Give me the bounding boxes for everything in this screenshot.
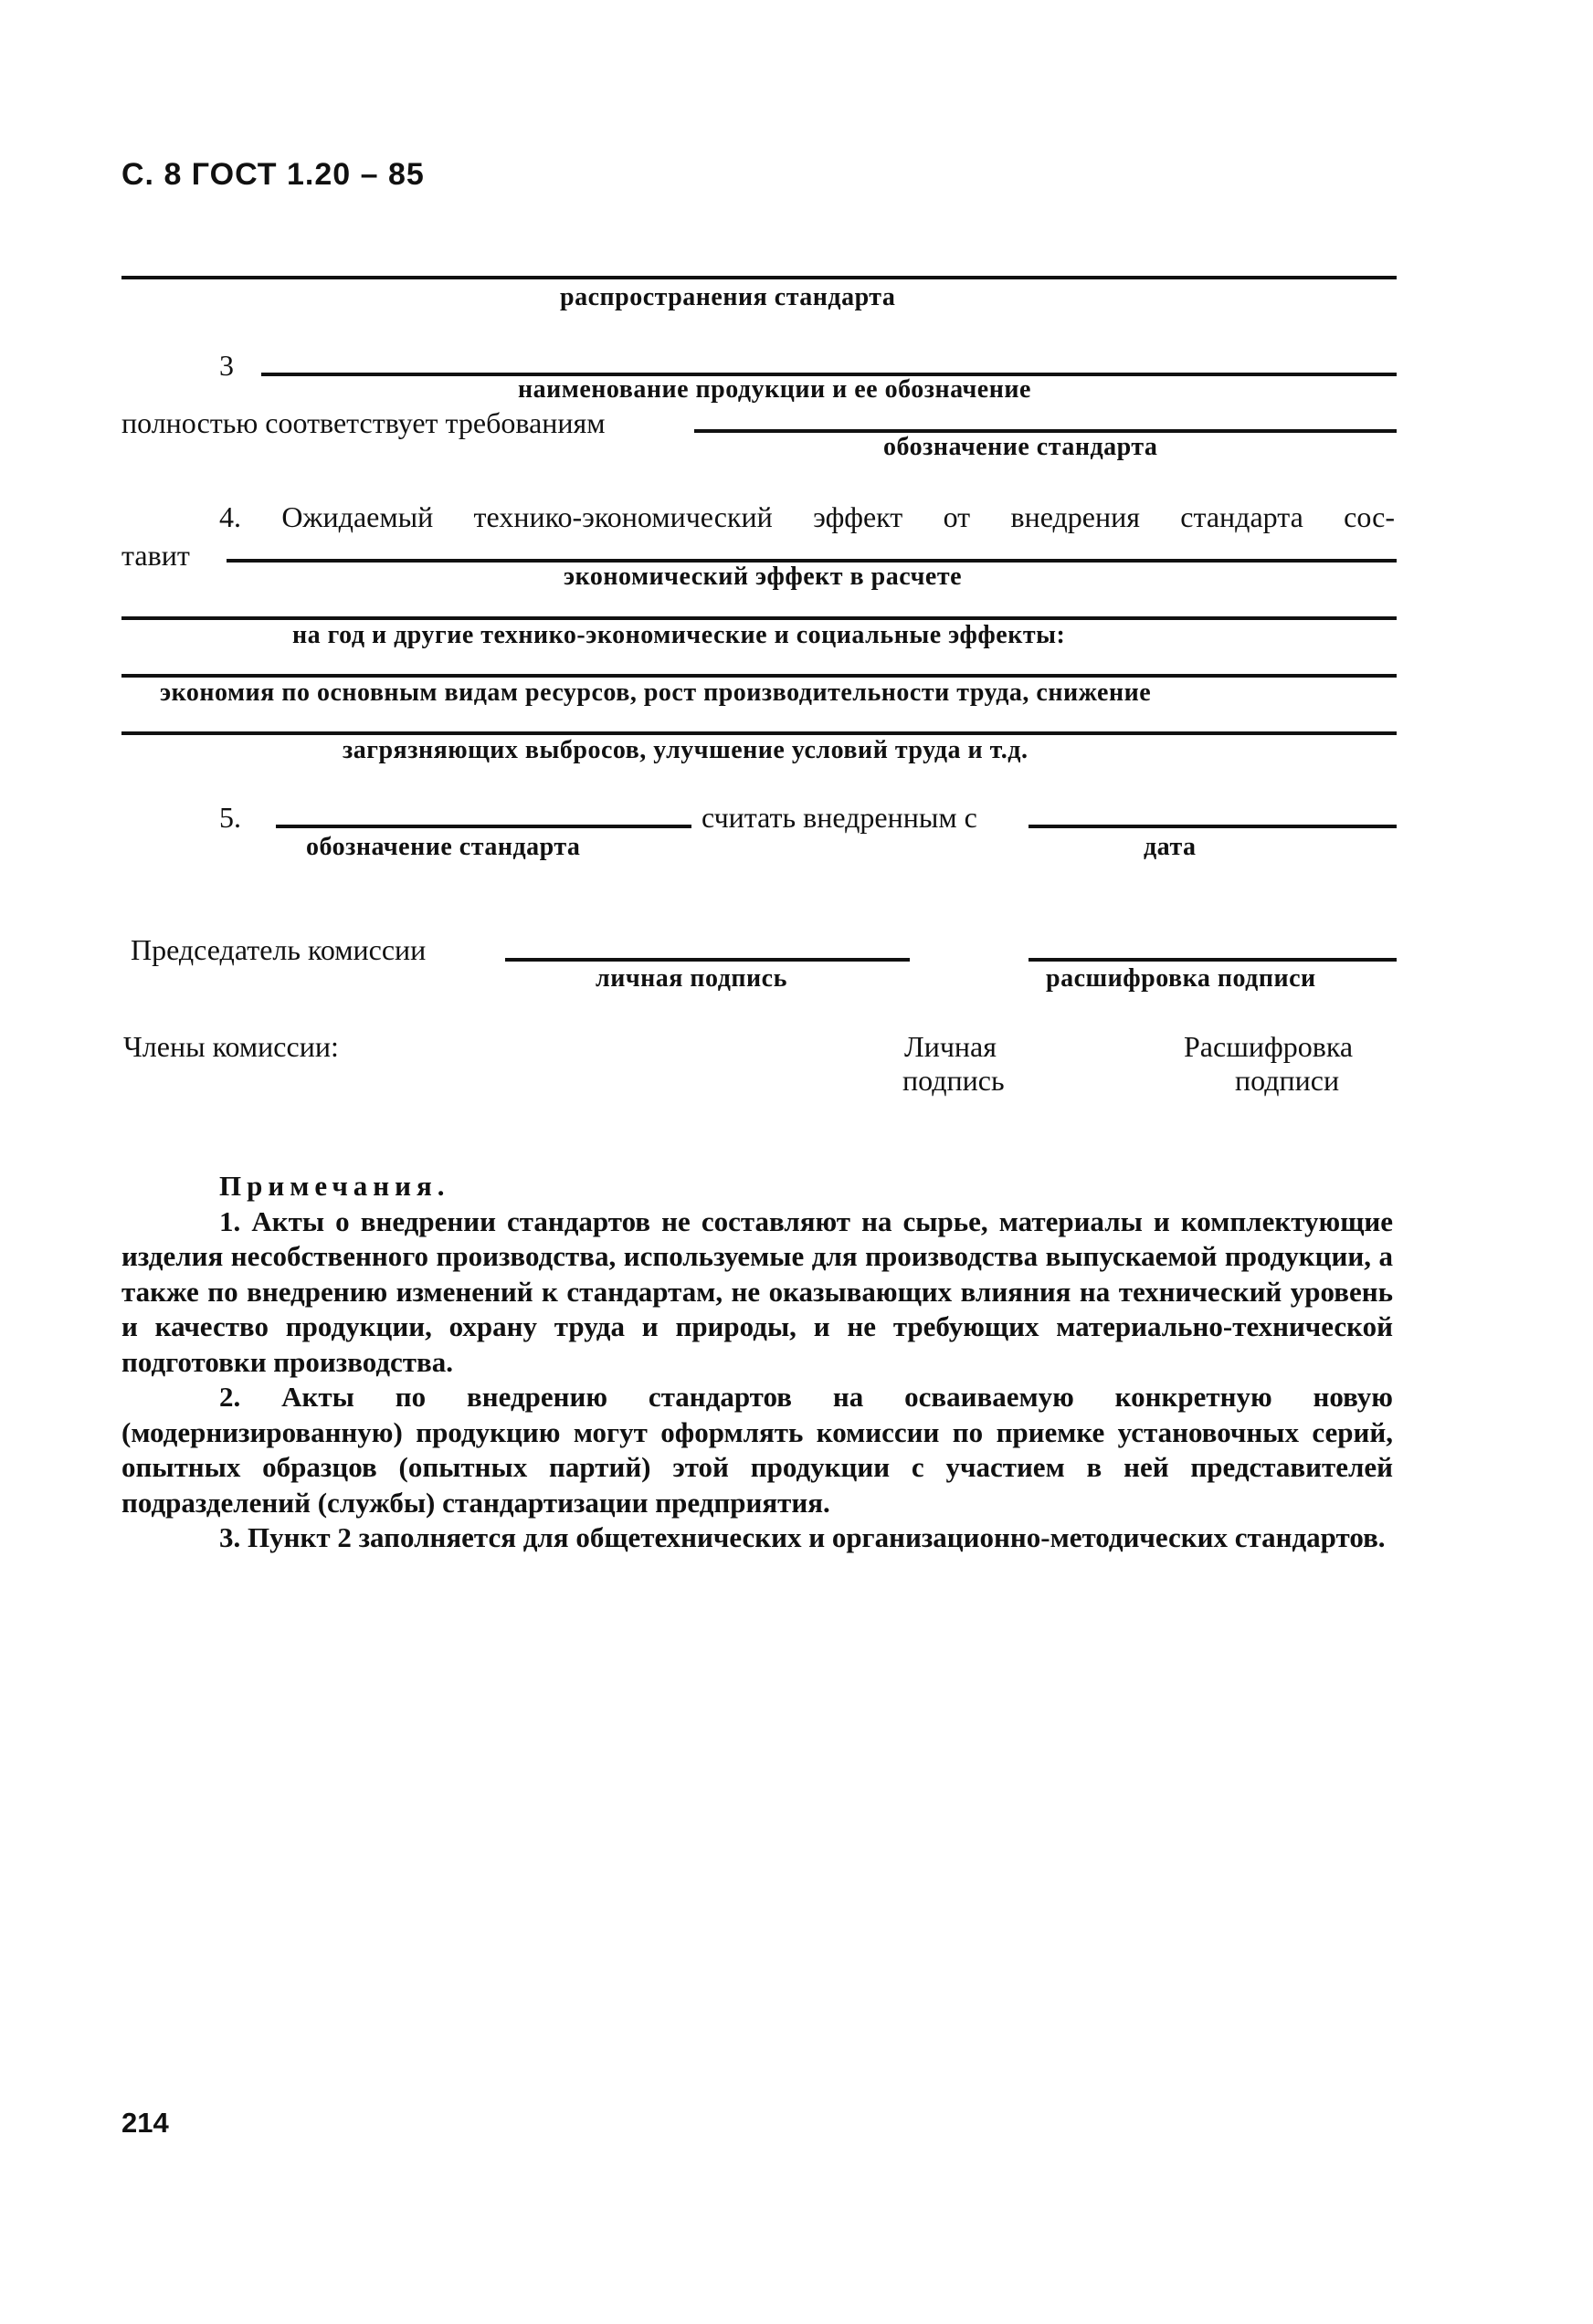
form-line: [121, 674, 1397, 678]
item5-middle-text: считать внедренным с: [702, 801, 977, 834]
members-col2-line2: подписи: [1235, 1064, 1340, 1097]
form-line: [121, 276, 1397, 279]
members-col2-line1: Расшифровка: [1184, 1030, 1354, 1063]
form-line: [1029, 825, 1397, 828]
form-line: [276, 825, 691, 828]
note-2: 2. Акты по внедрению стандартов на осваиваемую конкретную новую (модернизированную) продукцию могут оформлять комиссии по приемке установочных серий, опытных образцов (опытных партий) этой продукции с участием в ней представителей подразделений (службы) стандартизации предприятия.: [121, 1381, 1393, 1519]
caption-personal-signature: личная подпись: [596, 964, 787, 993]
caption-product-name: наименование продукции и ее обозначение: [518, 375, 1031, 404]
members-label: Члены комиссии:: [123, 1030, 339, 1063]
form-line: [505, 958, 910, 962]
caption-standard-scope: распространения стандарта: [560, 283, 896, 311]
item4-line1: 4. Ожидаемый технико-экономический эффект от внедрения стандарта сос-: [219, 500, 1395, 533]
notes-title: Примечания.: [219, 1170, 450, 1202]
caption-economic-effect: экономический эффект в расчете: [564, 563, 963, 591]
conforms-label: полностью соответствует требованиям: [121, 406, 606, 439]
caption-standard-designation: обозначение стандарта: [883, 433, 1158, 461]
note-3: 3. Пункт 2 заполняется для общетехнических и организационно-методических стандартов.: [219, 1521, 1386, 1553]
members-col1-line2: подпись: [902, 1064, 1005, 1097]
item3-number: 3: [219, 349, 234, 382]
item5-number: 5.: [219, 801, 241, 834]
caption-other-effects: на год и другие технико-экономические и социальные эффекты:: [292, 621, 1066, 649]
caption-signature-decoding: расшифровка подписи: [1046, 964, 1316, 993]
form-line: [121, 731, 1397, 735]
caption-resources: экономия по основным видам ресурсов, рост производительности труда, снижение: [160, 678, 1152, 707]
page-number: 214: [121, 2107, 169, 2139]
page-header: С. 8 ГОСТ 1.20 – 85: [121, 157, 425, 192]
note-1: 1. Акты о внедрении стандартов не составляют на сырье, материалы и комплектующие изделия несобственного производства, используемые для производства выпускаемой продукции, а также по внедрению изменений к стандартам, не оказывающих влияния на технический уровень и качество продукции, охрану труда и природы, и не требующих материально-технической подготовки производства.: [121, 1204, 1393, 1378]
chairman-label: Председатель комиссии: [131, 933, 427, 966]
item4-line2-start: тавит: [121, 539, 190, 572]
caption-date: дата: [1144, 833, 1197, 861]
members-col1-line1: Личная: [904, 1030, 997, 1063]
form-line: [121, 616, 1397, 620]
form-line: [1029, 958, 1397, 962]
caption-standard: обозначение стандарта: [306, 833, 581, 861]
notes-section: [121, 1169, 1393, 1556]
caption-emissions: загрязняющих выбросов, улучшение условий труда и т.д.: [343, 736, 1029, 764]
